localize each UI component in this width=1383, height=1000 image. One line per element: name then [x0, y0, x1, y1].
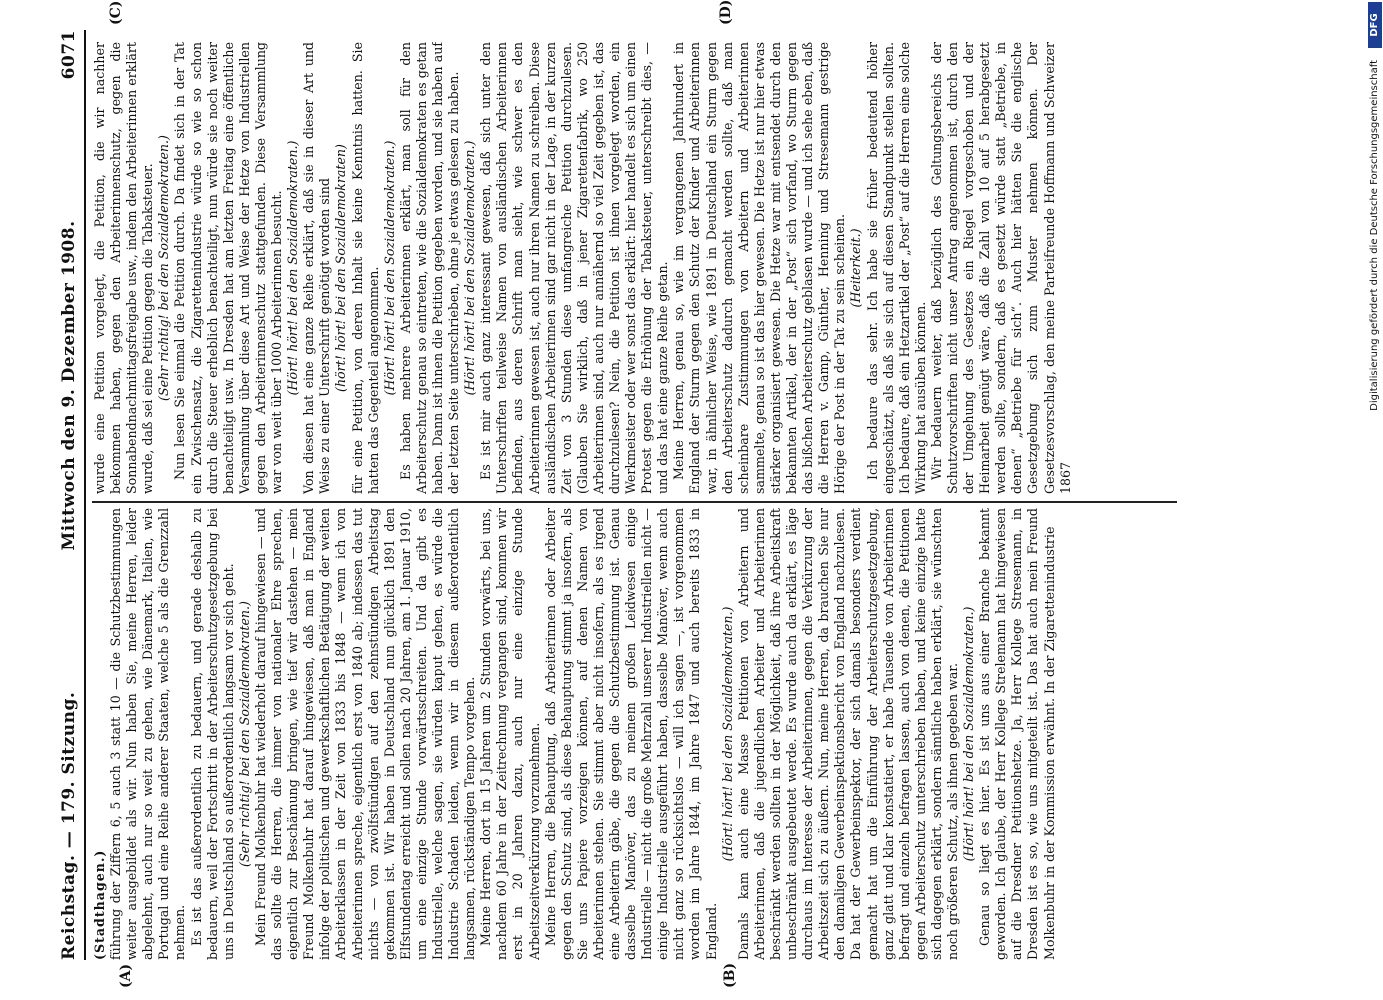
margin-marker-c: (C) — [108, 0, 124, 25]
paragraph: Genau so liegt es hier. Es ist uns aus einer Branche bekannt geworden. Ich glaube, der Herr Kollege Strelemann hat hingewiesen auf die Dresdner Petitionshetze. Ja, Herr Kollege Stresemann, in Dresden ist es so, wie uns mitgeteilt ist. Das hat auch mein Freund Molkenbuhr in der Kommission erwähnt. In der Zigarettenindustrie — [977, 508, 1057, 960]
header-date: Mittwoch den 9. Dezember 1908. — [59, 220, 79, 551]
interjection: (hört! hört! bei den Sozialdemokraten) — [333, 144, 349, 392]
column-divider — [92, 501, 1177, 503]
speaker-name: (Stadthagen.) — [92, 849, 107, 960]
paragraph: Damals kam auch eine Masse Petitionen von Arbeitern und Arbeiterinnen, daß die jugendlichen Arbeiter und Arbeiterinnen beschränkt werden sollten in der Möglichkeit, daß ihre Arbeitskraft unbeschränkt ausgebeutet werde. Es wurde auch da erklärt, es läge durchaus im Interesse der Arbeiterinnen, gegen die Verkürzung der Arbeitszeit sich zu äußern. Nun, meine Herren, da brauchen Sie nur den damaligen Gewerbeinspektionsbericht von England nachzulesen. Da hat der Gewerbeinspektor, der sich damals besonders verdient gemacht hat um die Einführung der Arbeiterschutzgesetzgebung, ganz glatt und klar konstatiert, er habe Tausende von Arbeiterinnen befragt und einzeln befragen lassen, auch von denen, die Petitionen gegen Arbeiterschutz unterschrieben haben, und keine einzige hatte sich dagegen erklärt, sondern sämtliche haben erklärt, sie wünschten noch größeren Schutz, als ihnen gegeben war. — [735, 508, 960, 960]
paragraph: Meine Herren, dort in 15 Jahren um 2 Stunden vorwärts, bei uns, nachdem 60 Jahre in der Zeitrechnung vergangen sind, kommen wir erst in 20 Jahren dazu, auch nur eine einzige Stunde Arbeitszeitverkürzung vorzunehmen. — [478, 508, 542, 960]
header-left: Reichstag. — 179. Sitzung. — [59, 691, 79, 960]
interjection: (Sehr richtig! bei den Sozialdemokraten.) — [236, 601, 252, 867]
margin-marker-b: (B) — [722, 962, 738, 988]
paragraph: Meine Herren, die Behauptung, daß Arbeiterinnen oder Arbeiter gegen den Schutz sind, als diese Behauptung stimmt ja insofern, als Sie uns Papiere vorzeigen können, auf denen Namen von Arbeiterinnen stehen. Sie stimmt aber nicht insofern, als es irgend eine Arbeiterin gäbe, die gegen die Schutzbestimmung ist. Genau dasselbe Manöver, das zu meinem großen Leidwesen einige Industrielle — nicht die große Mehrzahl unserer Industriellen nicht — einige Industrielle ausgeführt haben, dasselbe Manöver, wenn auch nicht ganz so rücksichtslos — will ich sagen —, ist vorgenommen worden im Jahre 1844, im Jahre 1847 und auch bereits 1833 in England. — [542, 508, 719, 960]
paragraph: Es haben mehrere Arbeiterinnen erklärt, man soll für den Arbeiterschutz genau so eintreten, wie die Sozialdemokraten es getan haben. Dann ist ihnen die Petition gegeben worden, und sie haben auf der letzten Seite unterschrieben, ohne je etwas gelesen zu haben. — [397, 42, 462, 494]
margin-marker-a: (A) — [118, 963, 134, 988]
dfg-logo-badge: DFG — [1368, 2, 1382, 48]
paragraph: Nun lesen Sie einmal die Petition durch. Da findet sich in der Tat ein Zwischensatz, die Zigarettenindustrie würde so wie so schon durch die Steuer erheblich benachteiligt, nun würde sie noch weiter benachteiligt usw. In Dresden hat am letzten Freitag eine öffentliche Versammlung über diese Art und Weise der Hetze von Industriellen gegen den Arbeiterinnenschutz stattgefunden. Diese Versammlung war von weit über 1000 Arbeiterinnen besucht. — [172, 42, 285, 494]
interjection: (Hört! hört! bei den Sozialdemokraten.) — [961, 606, 977, 862]
right-column — [92, 42, 1182, 494]
interjection: (Heiterkeit.) — [848, 228, 864, 308]
margin-marker-d: (D) — [718, 0, 734, 25]
digitization-note: Digitalisierung gefördert durch die Deutsche Forschungsgemeinschaft — [1369, 60, 1380, 411]
paragraph: Wir bedauern weiter, daß bezüglich des Geltungsbereichs der Schutzvorschriften nicht unser Antrag angenommen ist, durch den der Umgehung des Gesetzes ein Riegel vorgeschoben und der Heimarbeit genügt wäre, daß die Zahl von 10 auf 5 herabgesetzt werden sollte, sondern, daß es gesetzt würde statt „Betriebe, in denen“ „Betriebe für sich“. Auch hier hätten Sie die englische Gesetzgebung sich zum Muster nehmen können. Der Gesetzesvorschlag, den meine Parteifreunde Hoffmann und Schweizer 1867 — [928, 42, 1073, 494]
interjection: (Hört! hört! bei den Sozialdemokraten.) — [462, 140, 478, 396]
left-column — [92, 508, 1182, 960]
paragraph: Mein Freund Molkenbuhr hat wiederholt darauf hingewiesen — und das sollte die Herren, die immer von nationaler Ehre sprechen, eigentlich zur Beschämung bringen, wie tief wir dastehen — mein Freund Molkenbuhr hat darauf hingewiesen, daß man in England infolge der politischen und gewerkschaftlichen Betätigung der weiten Arbeiterklassen in der Zeit von 1833 bis 1848 — wenn ich von Arbeiterinnen spreche, eigentlich erst von 1840 ab; indessen das tut nichts — von zwölfstündigen auf den zehnstündigen Arbeitstag gekommen ist. Wir haben in Deutschland nun glücklich 1891 den Elfstundentag erreicht und sollen nach 20 Jahren, am 1. Januar 1910, um eine einzige Stunde vorwärtsschreiten. Und da gibt es Industrielle, welche sagen, sie würden kaput gehen, es würde die Industrie Schaden leiden, wenn wir in diesem außerordentlich langsamen, rückständigen Tempo vorgehen. — [252, 508, 478, 960]
paragraph: führung der Ziffern 6, 5 auch 3 statt 10 — die Schutzbestimmungen weiter ausgebildet als wir. Nun haben Sie, meine Herren, leider abgelehnt, auch nur so weit zu gehen, wie Dänemark, Italien, wie Portugal und eine Reihe anderer Staaten, welche 5 als die Grenzzahl nehmen. — [108, 508, 188, 960]
paragraph: Es ist mir auch ganz interessant gewesen, daß sich unter den Unterschriften teilweise Namen von ausländischen Arbeiterinnen befinden, aus deren Schrift man sieht, wie schwer es den Arbeiterinnen gewesen ist, auch nur ihren Namen zu schreiben. Diese ausländischen Arbeiterinnen sind gar nicht in der Lage, in der kurzen Zeit von 3 Stunden diese umfangreiche Petition durchzulesen. (Glauben Sie wirklich, daß in jener Zigarettenfabrik, wo 250 Arbeiterinnen sind, auch nur annähernd so viel Zeit gegeben ist, das durchzulesen? Nein, die Petition ist ihnen vorgelegt worden, ein Werkmeister oder wer sonst das erklärt: hier handelt es sich um einen Protest gegen die Erhöhung der Tabaksteuer, unterschreibt dies, — und das hat eine ganze Reihe getan. — [478, 42, 671, 494]
interjection: (Sehr richtig! bei den Sozialdemokraten.) — [156, 135, 172, 401]
paragraph: Von diesen hat eine ganze Reihe erklärt, daß sie in dieser Art und Weise zu einer Unterschrift genötigt worden sind — [301, 42, 333, 494]
paragraph: Meine Herren, genau so, wie im vergangenen Jahrhundert in England der Sturm gegen den Schutz der Kinder und Arbeiterinnen war, in ähnlicher Weise, wie 1891 in Deutschland ein Sturm gegen den Arbeiterschutz dadurch gemacht werden sollte, daß man scheinbare Zustimmungen von Arbeitern und Arbeiterinnen sammelte, genau so ist das hier gewesen. Die Hetze ist nur hier etwas stärker organisiert gewesen. Die Hetze war mit entsendet durch den bekannten Artikel, der in der „Post“ sich vorfand, wo Sturm gegen das bißchen Arbeiterschutz geblasen wurde — und ich sehe eben, daß die Herren v. Gamp, Günther, Henning und Stresemann gestrige Hörige der Post in der Tat zu sein scheinen. — [671, 42, 848, 494]
paragraph: wurde eine Petition vorgelegt, die Petition, die wir nachher bekommen haben, gegen den Arbeiterinnenschutz, gegen die Sonnabendnachmittagsfreigabe usw., indem den Arbeiterinnen erklärt wurde, daß sei eine Petition gegen die Tabaksteuer. — [92, 42, 156, 494]
paragraph: für eine Petition, von deren Inhalt sie keine Kenntnis hatten. Sie hatten das Gegenteil angenommen. — [349, 42, 381, 494]
interjection: (Hört! hört! bei den Sozialdemokraten.) — [381, 140, 397, 396]
paragraph: Es ist das außerordentlich zu bedauern, und gerade deshalb zu bedauern, weil der Fortschritt in der Arbeiterschutzgesetzgebung bei uns in Deutschland so außerordentlich langsam vor sich geht. — [188, 508, 236, 960]
page-number: 6071 — [59, 30, 79, 80]
interjection: (Hört! hört! bei den Sozialdemokraten.) — [719, 606, 735, 862]
running-head — [58, 30, 80, 960]
header-rule — [84, 30, 86, 960]
paragraph: Ich bedaure das sehr. Ich habe sie früher bedeutend höher eingeschätzt, als daß sie sich auf diesen Standpunkt stellen sollten. Ich bedaure, daß ein Hetzartikel der „Post“ auf die Herren eine solche Wirkung hat ausüben können. — [864, 42, 928, 494]
interjection: (Hört! hört! bei den Sozialdemokraten.) — [285, 140, 301, 396]
